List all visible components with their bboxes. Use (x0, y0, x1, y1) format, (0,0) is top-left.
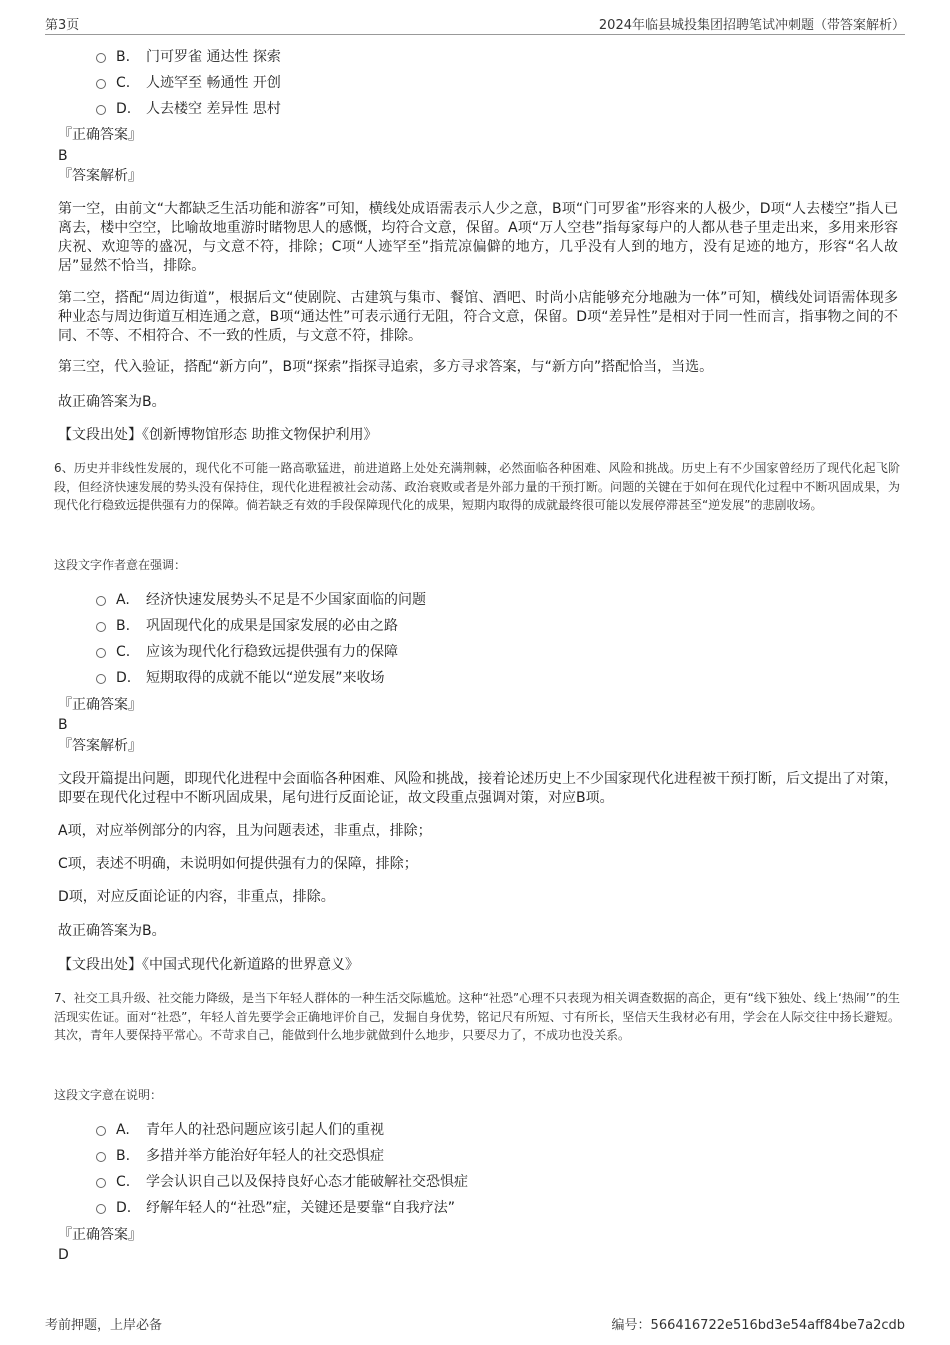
page-number: 第3页 (45, 18, 80, 33)
q5-source: 【文段出处】《创新博物馆形态 助推文物保护利用》 (58, 427, 378, 443)
q6-conclusion: 故正确答案为B。 (58, 923, 166, 939)
radio-icon[interactable] (96, 1152, 106, 1162)
q6-question-text: 6、历史并非线性发展的，现代化不可能一路高歌猛进，前进道路上处处充满荆棘，必然面临各种困难、风险和挑战。历史上有不少国家曾经历了现代化起飞阶段，但经济快速发展的势头没有保持住，现代化进程被社会动荡、政治衰败或者是外部力量的干预打断。问题的关键在于如何在现代化过程中不断巩固成果，为现代化行稳致远提供强有力的保障。倘若缺乏有效的手段保障现代化的成果，短期内取得的成就最终很可能以发展停滞甚至“逆发展”的悲剧收场。 (54, 461, 900, 512)
q5-answer-label: 『正确答案』 (58, 127, 142, 143)
q6-prompt: 这段文字作者意在强调： (54, 558, 187, 572)
q6-source: 【文段出处】《中国式现代化新道路的世界意义》 (58, 957, 359, 973)
q6-option-d[interactable]: D. 短期取得的成就不能以“逆发展”来收场 (96, 668, 385, 688)
q7-option-a[interactable]: A. 青年人的社恐问题应该引起人们的重视 (96, 1120, 384, 1140)
q6-answer: B (58, 717, 68, 733)
radio-icon[interactable] (96, 674, 106, 684)
q5-analysis-paragraph: 第一空，由前文“大都缺乏生活功能和游客”可知，横线处成语需表示人少之意，B项“门可罗雀”形容来的人极少，D项“人去楼空”指人已离去，楼中空空，比喻故地重游时睹物思人的感慨，均符合文意，保留。A项“万人空巷”指每家每户的人都从巷子里走出来，多用来形容庆祝、欢迎等的盛况，与文意不符，排除；C项“人迹罕至”指荒凉偏僻的地方，几乎没有人到的地方，没有足迹的地方，形容“名人故居”显然不恰当，排除。 (58, 201, 898, 274)
radio-icon[interactable] (96, 1126, 106, 1136)
page-header (45, 14, 905, 35)
q6-analysis-paragraph: C项，表述不明确，未说明如何提供强有力的保障，排除； (58, 856, 418, 872)
q7-answer-label: 『正确答案』 (58, 1227, 142, 1243)
radio-icon[interactable] (96, 1204, 106, 1214)
q5-analysis-paragraph: 第二空，搭配“周边街道”，根据后文“使剧院、古建筑与集市、餐馆、酒吧、时尚小店能够充分地融为一体”可知，横线处词语需体现多种业态与周边街道互相连通之意，B项“通达性”可表示通行无阻，符合文意，保留。D项“差异性”是相对于同一性而言，指事物之间的不同、不等、不相符合、不一致的性质，与文意不符，排除。 (58, 290, 898, 344)
q5-answer: B (58, 148, 68, 164)
radio-icon[interactable] (96, 105, 106, 115)
q5-analysis-paragraph: 第三空，代入验证，搭配“新方向”，B项“探索”指探寻追索，多方寻求答案，与“新方向”搭配恰当，当选。 (58, 359, 714, 375)
q7-option-b[interactable]: B. 多措并举方能治好年轻人的社交恐惧症 (96, 1146, 384, 1166)
radio-icon[interactable] (96, 53, 106, 63)
radio-icon[interactable] (96, 79, 106, 89)
q7-option-c[interactable]: C. 学会认识自己以及保持良好心态才能破解社交恐惧症 (96, 1172, 468, 1192)
radio-icon[interactable] (96, 1178, 106, 1188)
q6-analysis-paragraph: 文段开篇提出问题，即现代化进程中会面临各种困难、风险和挑战，接着论述历史上不少国家现代化进程被干预打断，后文提出了对策，即要在现代化过程中不断巩固成果，尾句进行反面论证，故文段重点强调对策，对应B项。 (58, 771, 898, 806)
q7-option-d[interactable]: D. 纾解年轻人的“社恐”症，关键还是要靠“自我疗法” (96, 1198, 455, 1218)
q6-option-c[interactable]: C. 应该为现代化行稳致远提供强有力的保障 (96, 642, 398, 662)
radio-icon[interactable] (96, 622, 106, 632)
radio-icon[interactable] (96, 596, 106, 606)
q5-conclusion: 故正确答案为B。 (58, 394, 166, 410)
document-title: 2024年临县城投集团招聘笔试冲刺题（带答案解析） (598, 18, 905, 33)
q6-option-a[interactable]: A. 经济快速发展势头不足是不少国家面临的问题 (96, 590, 426, 610)
footer-slogan: 考前押题，上岸必备 (45, 1318, 163, 1333)
q6-answer-label: 『正确答案』 (58, 697, 142, 713)
q7-answer: D (58, 1247, 69, 1263)
radio-icon[interactable] (96, 648, 106, 658)
q5-analysis-label: 『答案解析』 (58, 168, 142, 184)
q5-option-c[interactable]: C. 人迹罕至 畅通性 开创 (96, 73, 281, 93)
document-id: 编号：566416722e516bd3e54aff84be7a2cdb (611, 1318, 905, 1333)
q5-option-d[interactable]: D. 人去楼空 差异性 思村 (96, 99, 281, 119)
q7-question-text: 7、社交工具升级、社交能力降级，是当下年轻人群体的一种生活交际尴尬。这种“社恐”心理不只表现为相关调查数据的高企，更有“线下独处、线上‘热闹’”的生活现实佐证。面对“社恐”，年轻人首先要学会正确地评价自己，发掘自身优势，铭记尺有所短、寸有所长，坚信天生我材必有用，学会在人际交往中扬长避短。其次，青年人要保持平常心。不苛求自己，能做到什么地步就做到什么地步，只要尽力了，不成功也没关系。 (54, 991, 900, 1042)
q6-analysis-paragraph: A项，对应举例部分的内容，且为问题表述，非重点，排除； (58, 823, 432, 839)
page-footer (45, 1314, 905, 1332)
q6-option-b[interactable]: B. 巩固现代化的成果是国家发展的必由之路 (96, 616, 398, 636)
q5-option-b[interactable]: B. 门可罗雀 通达性 探索 (96, 47, 281, 67)
q6-analysis-paragraph: D项，对应反面论证的内容，非重点，排除。 (58, 889, 335, 905)
q7-prompt: 这段文字意在说明： (54, 1088, 163, 1102)
q6-analysis-label: 『答案解析』 (58, 738, 142, 754)
